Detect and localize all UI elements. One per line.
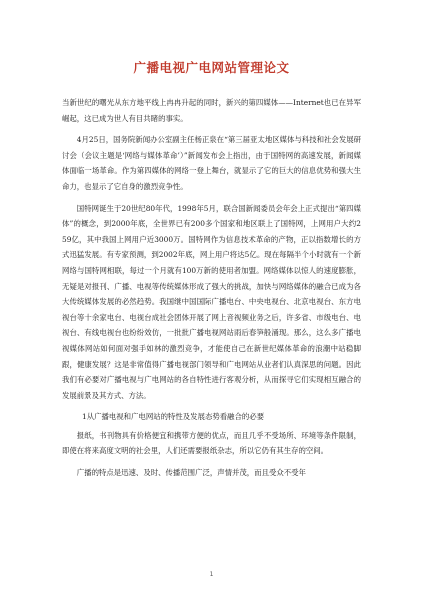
paragraph-newspapers: 报纸，书刊物具有价格便宜和携带方便的优点，而且几乎不受场所、环境等条件限制，即使在将来高度文明的社会里，人们还需要报纸杂志，所以它仍有其生存的空间。 (62, 430, 361, 456)
paragraph-internet-history: 国特网诞生于20世纪80年代，1998年5月，联合国新闻委员会年会上正式提出“第四媒体”的概念，到2000年底，全世界已有200多个国家和地区联上了国特网，上网用户大约2 59亿，其中我国上网用户近3000万。国特网作为信息技术革命的产物，正以指数增长的方式迅猛发展。有专家预测，到2002年底，网上用户将达5亿。现在每隔半个小时就有一个新网络与国特网相联，每过一个月就有100万新的使用者加盟。网络媒体以惊人的速度膨胀，无疑是对报刊、广播、电视等传统媒体形成了强大的挑战，加快与网络媒体的融合已成为各大传统媒体发展的必然趋势。我国继中国国际广播电台、中央电视台、北京电视台、东方电视台等十余家电台、电视台成社会团体开展了网上音视频业务之后，许多省、市级电台、电视台、有线电视台也纷纷效仿，一批批广播电视网站雨后春笋般涌现。那么，这么多广播电视媒体网站如何面对强手如林的激烈竞争，才能使自己在新世纪媒体革命的浪潮中站稳脚跟，健康发展？这是非常值得广播电视部门领导和广电网站从业者们认真深思的问题。因此我们有必要对广播电视与广电网站的各自特性进行客观分析，从而探寻它们实现相互融合的发展前景及其方式、方法。 (62, 203, 369, 400)
page-number: 1 (209, 571, 214, 578)
paragraph-press-conference: 4月25日，国务院新闻办公室副主任杨正泉在“第三届亚太地区媒体与科技和社会发展研讨会（会议主题是‘网络与媒体革命’）”新闻发布会上指出，由于国特网的高速发展，新闻媒体面临一场革命。作为第四媒体的网络一登上舞台，就显示了它的巨大的信息优势和强大生命力，也显示了它自身的激烈竞争性。 (62, 135, 361, 191)
paragraph-intro: 当新世纪的曙光从东方地平线上冉冉升起的同时，新兴的第四媒体——Internet也已在异军崛起，这已成为世人有目共睹的事实。 (62, 98, 361, 123)
paragraph-broadcast: 广播的特点是迅速、及时、传播范围广泛，声情并茂，而且受众不受年 (76, 468, 306, 478)
document-title: 广播电视广电网站管理论文 (133, 60, 290, 75)
section-heading: 1从广播电视和广电网站的特性及发展态势看融合的必要 (82, 412, 265, 422)
